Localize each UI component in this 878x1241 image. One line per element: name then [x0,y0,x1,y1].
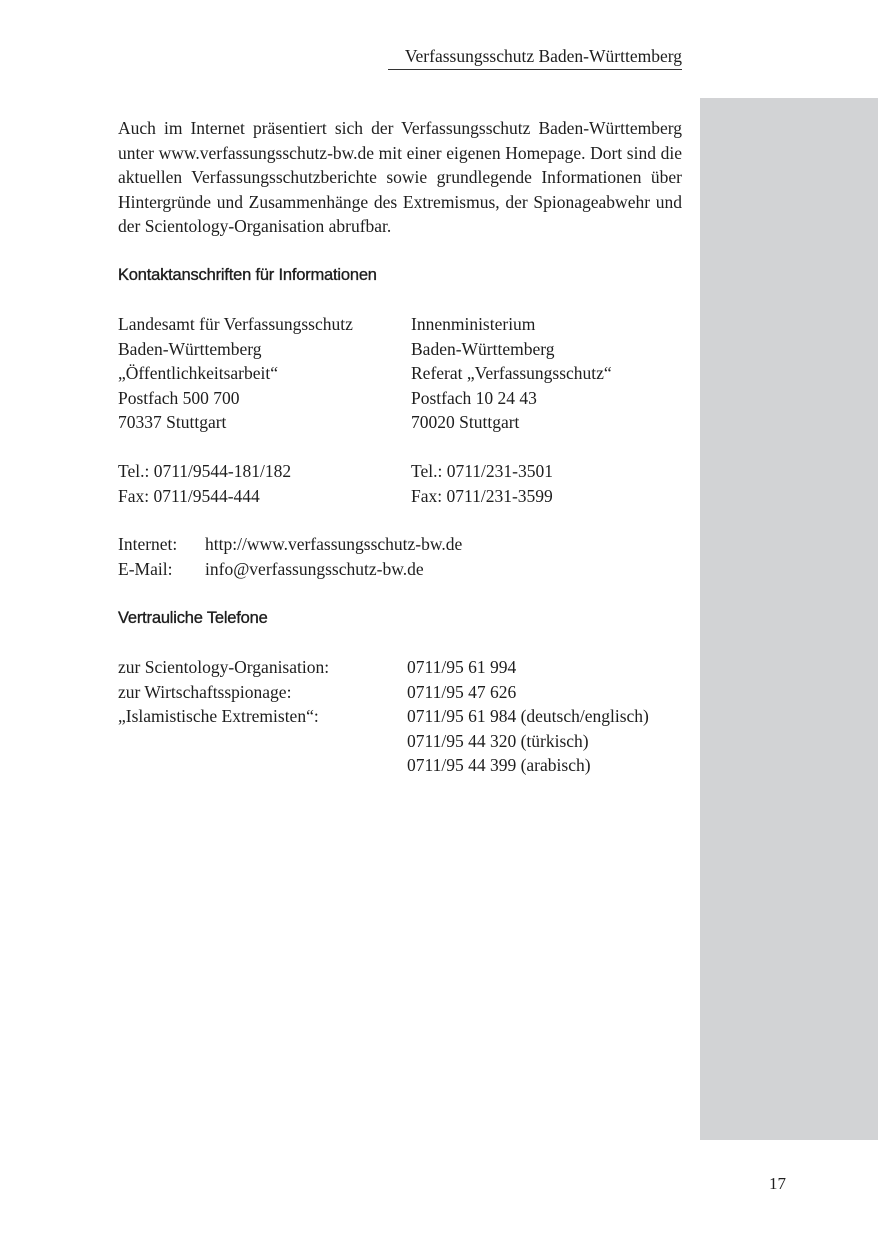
email-row [118,557,462,582]
running-head-rule [388,69,682,70]
intro-paragraph: Auch im Internet präsentiert sich der Verfassungsschutz Baden-Württemberg unter www.verfassungsschutz-bw.de mit einer eigenen Homepage. Dort sind die aktuellen Verfassungsschutzberichte sowie grundlegende Informationen über Hintergründe und Zusammenhänge des Extremismus, der Spionageabwehr und der Scientology-Organisation abrufbar. [118,118,682,236]
online-contacts [118,532,462,581]
hotline-topic: zur Scientology-Organisation: [118,657,330,677]
hotline-topic [118,753,407,778]
address-landesamt [118,312,353,435]
hotline-row [118,680,649,705]
hotline-topic: zur Wirtschaftsspionage: [118,681,292,702]
hotline-number: 0711/95 61 984 (deutsch/englisch) [407,706,649,726]
contacts-heading: Kontaktanschriften für Informationen [118,266,377,284]
page-number: 17 [769,1174,786,1193]
internet-label: Internet: [118,534,178,554]
running-head: Verfassungsschutz Baden-Württemberg [404,46,682,66]
phone-innenministerium [411,459,553,508]
address-line: Landesamt für Verfassungsschutz [118,314,353,334]
hotline-number: 0711/95 44 399 (arabisch) [407,755,591,775]
fax-line: Fax: 0711/9544-444 [118,485,260,506]
tel-line: Tel.: 0711/231-3501 [411,461,553,481]
address-line: Baden-Württemberg [411,338,555,359]
hotlines-heading: Vertrauliche Telefone [118,609,268,627]
hotline-topic: „Islamistische Extremisten“: [118,706,319,726]
address-innenministerium [411,312,612,435]
fax-line: Fax: 0711/231-3599 [411,485,553,506]
side-margin-band [700,98,878,1140]
email-label: E-Mail: [118,558,173,579]
hotline-row [118,655,649,680]
hotline-number: 0711/95 61 994 [407,657,517,677]
address-line: Referat „Verfassungsschutz“ [411,363,612,383]
address-line: Postfach 500 700 [118,387,240,408]
hotline-number: 0711/95 44 320 (türkisch) [407,730,589,751]
address-line: 70337 Stuttgart [118,412,227,432]
hotline-topic [118,729,407,754]
address-line: Innenministerium [411,314,536,334]
address-line: Postfach 10 24 43 [411,387,537,408]
internet-row [118,532,462,557]
hotline-row [118,753,649,778]
address-line: „Öffentlichkeitsarbeit“ [118,363,279,383]
internet-link[interactable]: http://www.verfassungsschutz-bw.de [205,534,463,554]
hotline-list [118,655,649,778]
hotline-number: 0711/95 47 626 [407,681,517,702]
phone-landesamt [118,459,291,508]
email-link[interactable]: info@verfassungsschutz-bw.de [205,558,424,579]
hotline-row [118,704,649,729]
tel-line: Tel.: 0711/9544-181/182 [118,461,292,481]
address-line: 70020 Stuttgart [411,412,520,432]
address-line: Baden-Württemberg [118,338,262,359]
hotline-row [118,729,649,754]
page-content [118,116,682,775]
